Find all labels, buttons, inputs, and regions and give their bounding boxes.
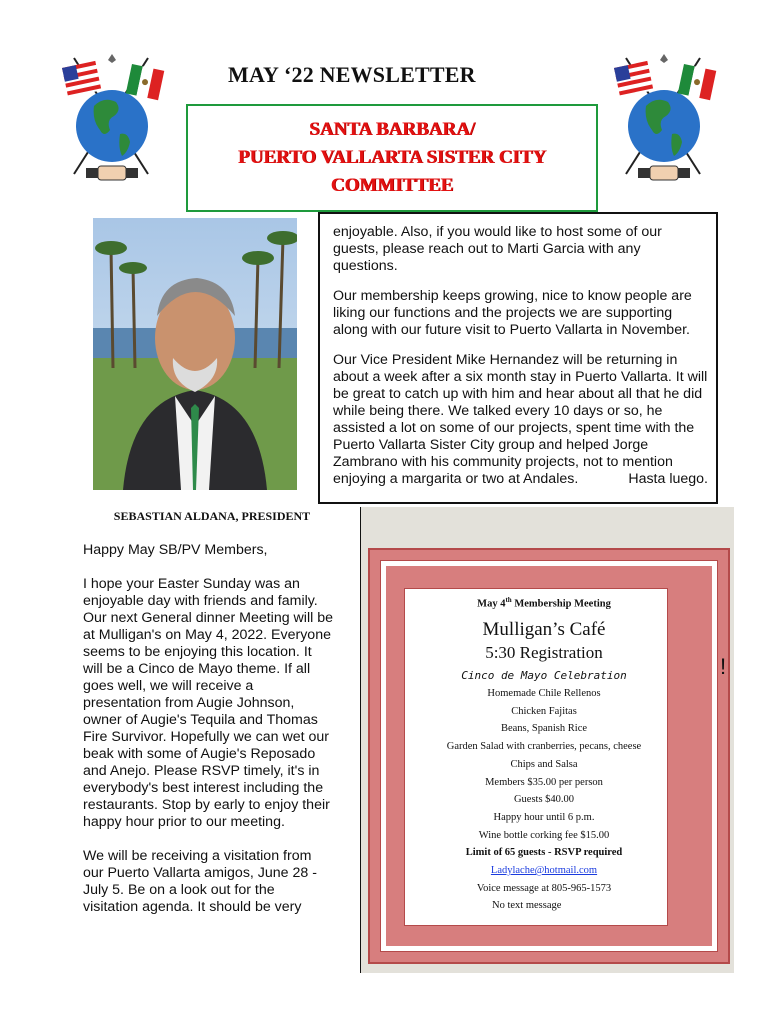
meeting-label: Membership Meeting [511,598,611,610]
exclamation-mark: ! [720,654,727,679]
article-signoff: Hasta luego. [628,471,708,487]
info-item: Wine bottle corking fee $15.00 [478,829,610,841]
registration-time: 5:30 Registration [485,643,603,662]
article-paragraph: enjoyable. Also, if you would like to host some of our guests, please reach out to Marti Garcia with any questions. [333,224,662,274]
price-item: Guests $40.00 [513,794,575,806]
continued-article [318,212,718,504]
venue-name: Mulligan’s Café [482,619,606,640]
committee-banner [186,104,598,212]
price-item: Members $35.00 per person [485,776,603,788]
president-photo [93,218,297,490]
menu-item: Homemade Chile Rellenos [487,688,601,699]
meeting-flyer [412,596,676,915]
info-item: Happy hour until 6 p.m. [493,811,595,823]
president-letter [83,542,333,933]
committee-line-3: COMMITTEE [330,175,454,196]
menu-item: Chicken Fajitas [511,705,577,717]
globe-flags-icon [608,46,720,186]
letter-paragraph: We will be receiving a visitation from our Puerto Vallarta amigos, June 28 - July 5. Be on a look out for the visitation agenda. It should be very [83,848,317,915]
rsvp-email-link[interactable]: Ladylache@hotmail.com [490,865,598,877]
article-last-line [333,471,708,488]
meeting-date-suffix: th [505,596,512,604]
letter-paragraph: I hope your Easter Sunday was an enjoyable day with friends and family. Our next General dinner Meeting will be at Mulligan's on May 4, 2022. Everyone seems to be enjoying this location. It will be a Cinco de Mayo theme. If all goes well, we will receive a presentation from Augie Johnson, owner of Augie's Tequila and Thomas Fire Survivor. Hopefully we can wet our beak with some of Augie's Reposado and Anejo. Please RSVP timely, it's in everybody's best interest including the restaurants. Stop by early to enjoy their happy hour prior to our meeting. [83,576,333,830]
menu-item: Garden Salad with cranberries, pecans, cheese [446,741,642,753]
voice-contact: Voice message at 805-965-1573 [476,882,612,894]
globe-flags-icon [56,46,168,186]
article-paragraph [333,352,708,471]
sister-city-logo-left [56,46,168,186]
meeting-date: May 4 [477,598,506,610]
article-paragraph-text: Our Vice President Mike Hernandez will be returning in about a week after a six month stay in Puerto Vallarta. It will be great to catch up with him and hear about all that he did while being there. We talked every 10 days or so, he assisted a lot on some of our projects, spent time with the Puerto Vallarta Sister City group and helped Jorge Zambrano with his community projects, not to mention [333,352,708,470]
menu-item: Beans, Spanish Rice [500,723,588,735]
newsletter-title: MAY ‘22 NEWSLETTER [228,62,476,87]
committee-line-1: SANTA BARBARA/ [309,119,475,140]
meeting-heading [412,596,676,612]
photo-caption: SEBASTIAN ALDANA, PRESIDENT [113,509,311,523]
flyer-divider [360,507,361,973]
committee-line-2: PUERTO VALLARTA SISTER CITY [237,147,547,168]
event-theme: Cinco de Mayo Celebration [461,669,627,682]
letter-greeting: Happy May SB/PV Members, [83,542,268,558]
no-text-note: No text message [492,900,562,912]
article-paragraph: Our membership keeps growing, nice to know people are liking our functions and the projects we are supporting along with our future visit to Puerto Vallarta in November. [333,288,692,338]
guest-limit: Limit of 65 guests - RSVP required [465,847,623,859]
menu-item: Chips and Salsa [510,758,578,770]
article-closing-text: enjoying a margarita or two at Andales. [333,471,579,487]
sister-city-logo-right [608,46,720,186]
